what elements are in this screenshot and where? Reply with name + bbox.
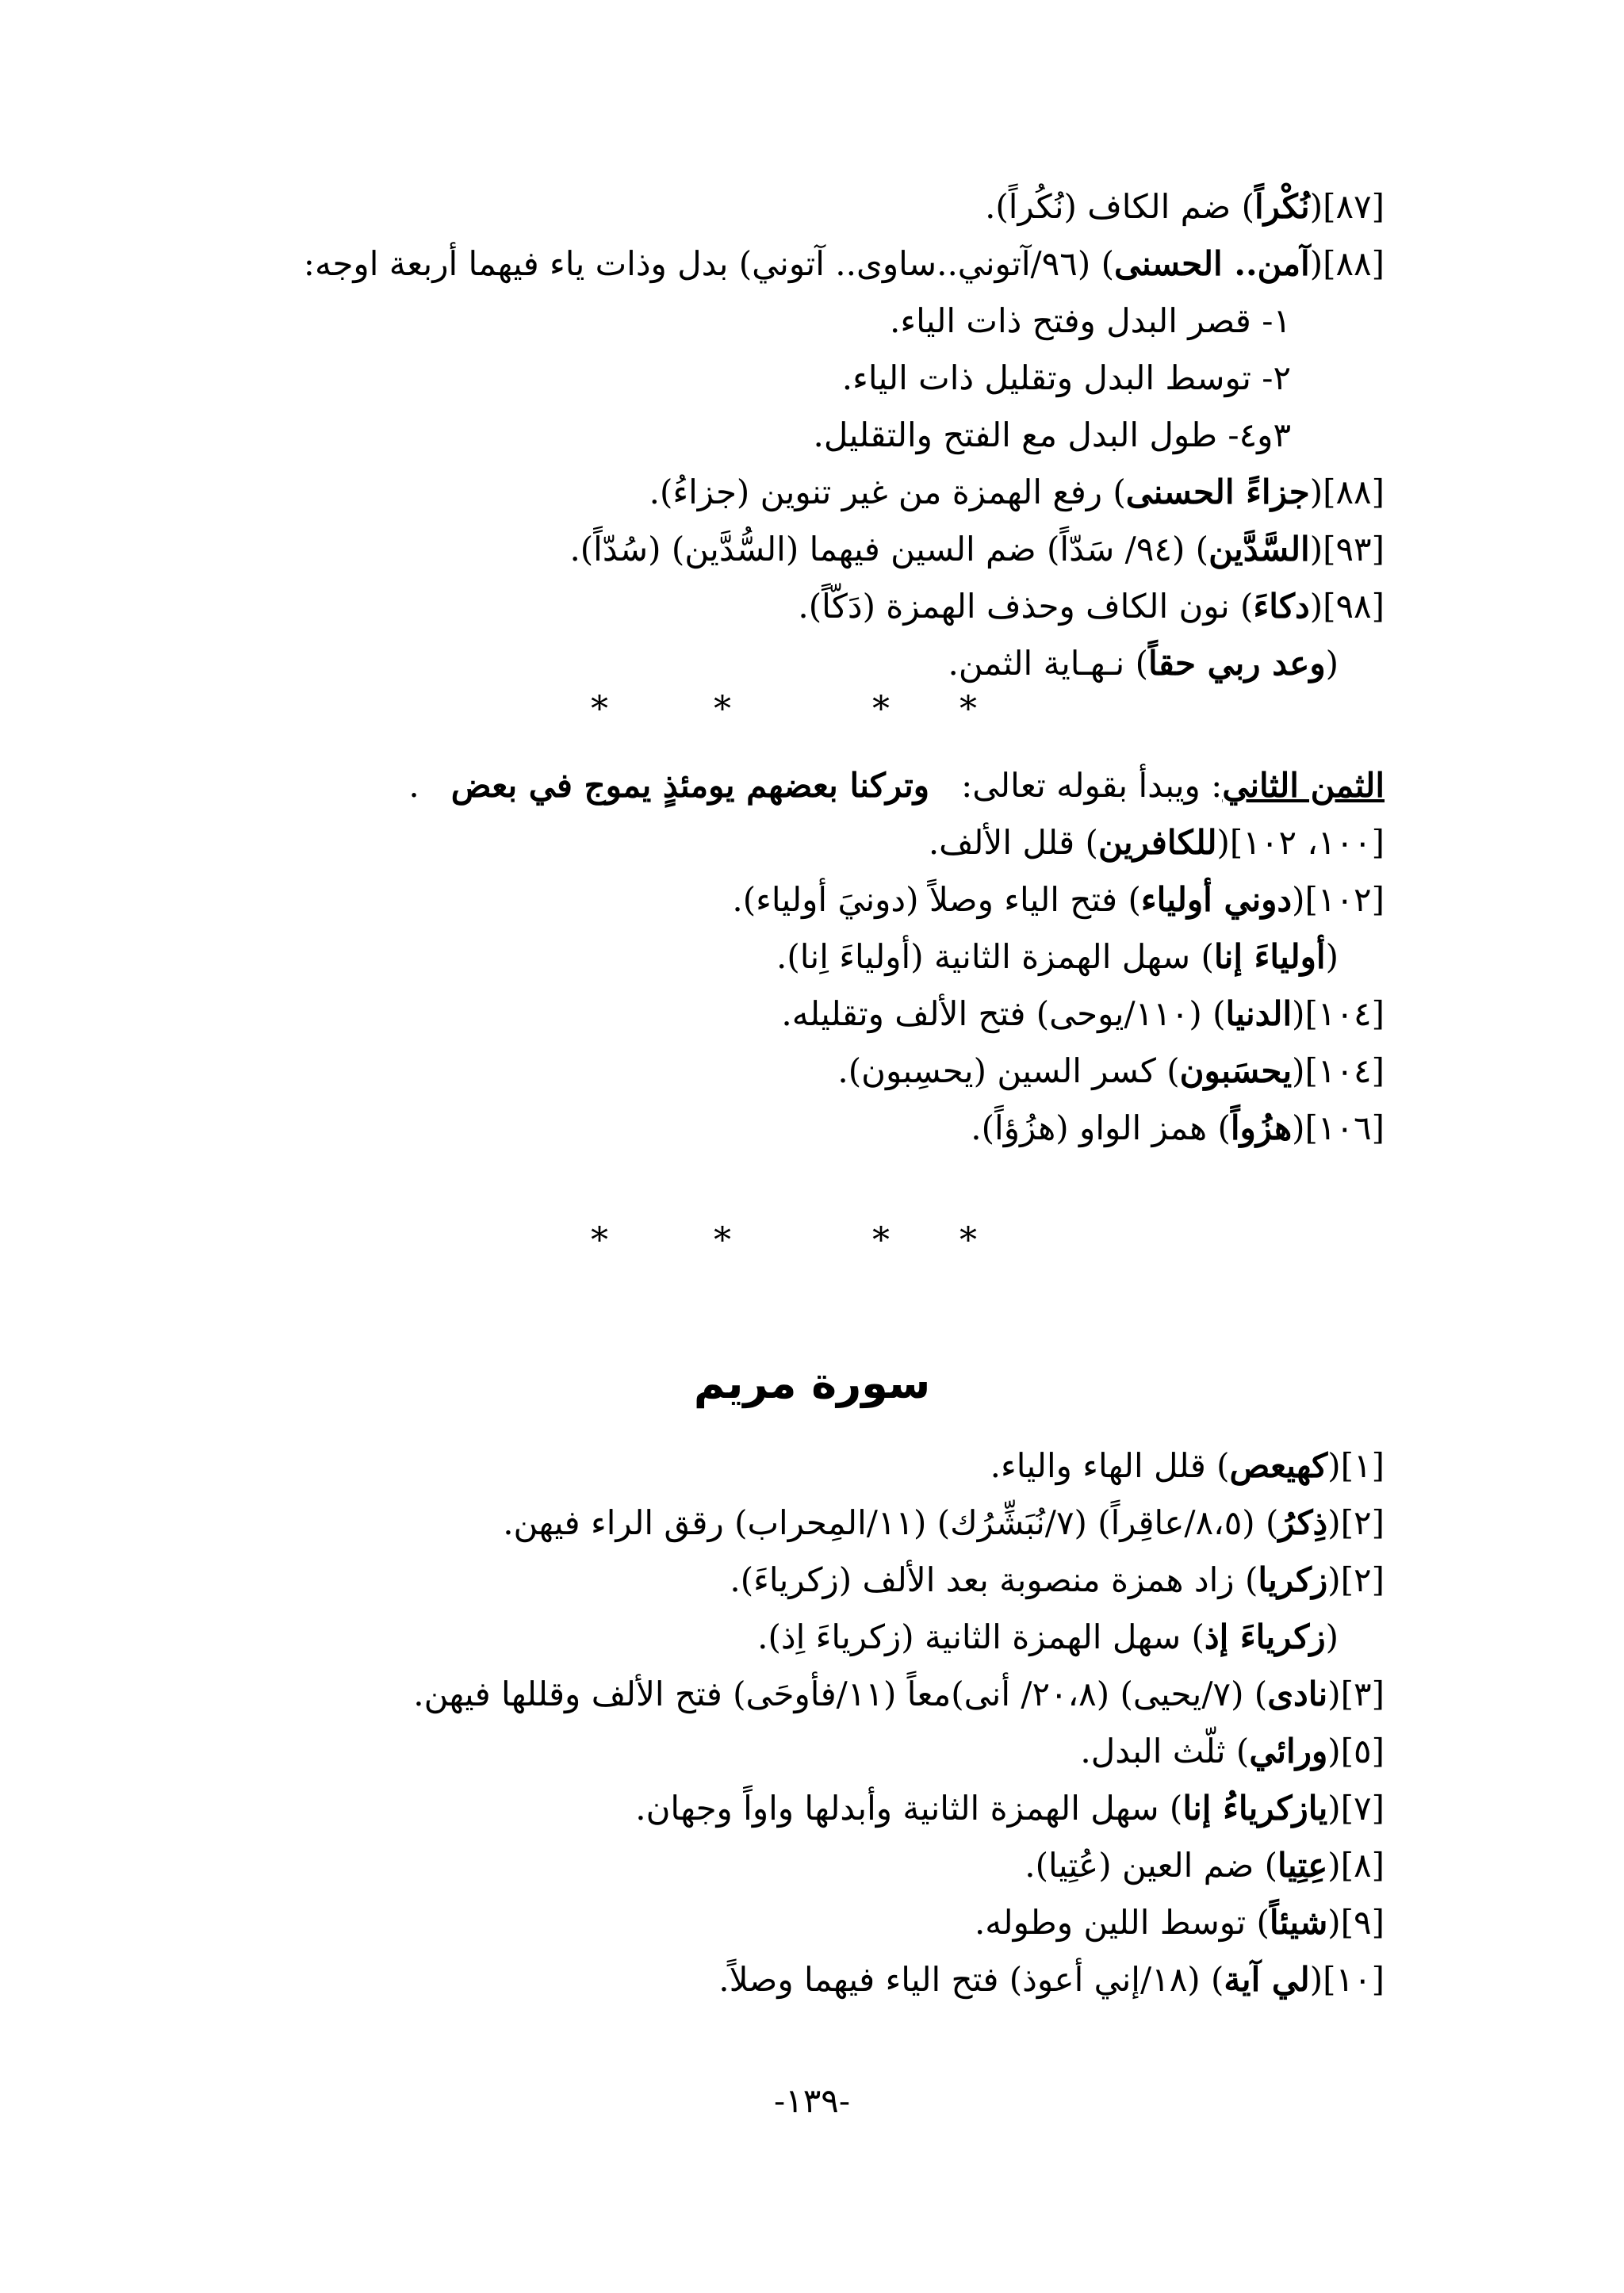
entry-8: [٨](عِتِيا) ضم العين (عُتِيا). [1025, 1846, 1385, 1885]
entry-88-item-2: ٢- توسط البدل وتقليل ذات الياء. [841, 358, 1291, 397]
star: * [872, 689, 890, 729]
entry-10: [١٠](لي آية) (١٨/إني أعوذ) فتح الياء فيهما وصلاً. [718, 1960, 1385, 1999]
separator-stars-2 [0, 1221, 1624, 1261]
entry-88-b: [٨٨](جزاءً الحسنى) رفع الهمزة من غير تنوين (جزاءُ). [649, 473, 1385, 511]
entry-2-sub: (زكرياءَ إذ) سهل الهمزة الثانية (زكرياءَ اِذ). [757, 1617, 1339, 1656]
star: * [872, 1220, 890, 1261]
entry-2-b: [٢](زكريا) زاد همزة منصوبة بعد الألف (زكرياءَ). [730, 1560, 1385, 1599]
separator-stars-1 [0, 690, 1624, 729]
star: * [714, 689, 731, 729]
entry-100-102: [١٠٠، ١٠٢](للكافرين) قلل الألف. [928, 823, 1385, 862]
star: * [959, 1220, 977, 1261]
entry-102-sub: (أولياءَ إنا) سهل الهمزة الثانية (أولياءَ اِنا). [776, 937, 1339, 976]
entry-7: [٧](يازكرياءُ إنا) سهل الهمزة الثانية وأبدلها واواً وجهان. [635, 1789, 1385, 1828]
page-number: -١٣٩- [773, 2081, 851, 2120]
surah-title: سورة مريم [693, 1358, 931, 1408]
entry-88-a: [٨٨](آمن.. الحسنى) (٩٦/آتوني..ساوى.. آتوني) بدل وذات ياء فيهما أربعة اوجه: [303, 244, 1385, 283]
entry-5: [٥](ورائي) ثلّث البدل. [1080, 1732, 1385, 1770]
entry-102: [١٠٢](دوني أولياء) فتح الياء وصلاً (دونيَ أولياء). [732, 880, 1385, 919]
entry-93: [٩٣](السَّدَّين) (٩٤/ سَدّاً) ضم السين فيهما (السُّدَّين) (سُدّاً). [569, 530, 1385, 568]
entry-106: [١٠٦](هزُواً) همز الواو (هزُؤاً). [971, 1108, 1385, 1147]
star: * [959, 689, 977, 729]
entry-87: [٨٧](نُكْراً) ضم الكاف (نُكُراً). [985, 187, 1385, 226]
entry-9: [٩](شيئاً) توسط اللين وطوله. [974, 1903, 1385, 1942]
entry-88-item-3: ٣و٤- طول البدل مع الفتح والتقليل. [813, 415, 1291, 454]
entry-1: [١](كهيعص) قلل الهاء والياء. [990, 1446, 1385, 1485]
section-heading [0, 761, 1624, 810]
star: * [591, 1220, 608, 1261]
star: * [591, 689, 608, 729]
section-end-note: (وعد ربي حقاً) نـهـاية الثمن. [948, 644, 1339, 683]
section-intro: : ويبدأ بقوله تعالى: [961, 766, 1223, 805]
section-label: الثمن الثاني [1222, 766, 1385, 805]
entry-104-a: [١٠٤](الدنيا) (١١٠/يوحى) فتح الألف وتقليله. [781, 994, 1385, 1033]
star: * [714, 1220, 731, 1261]
entry-2-a: [٢](ذِكرُ) (٨،٥/عاقِراً) (٧/نُبَشِّرُك) (١١/المِحراب) رقق الراء فيهن. [503, 1503, 1385, 1542]
entry-3: [٣](نادى) (٧/يحيى) (٢٠،٨/ أنى)معاً (١١/فأوحَى) فتح الألف وقللها فيهن. [413, 1675, 1385, 1713]
entry-104-b: [١٠٤](يحسَبون) كسر السين (يحسِبون). [837, 1051, 1385, 1090]
entry-88-item-1: ١- قصر البدل وفتح ذات الياء. [890, 301, 1291, 340]
section-verse: وتركنا بعضهم يومئذٍ يموج في بعض [450, 766, 930, 805]
entry-98: [٩٨](دكاءَ) نون الكاف وحذف الهمزة (دَكّاً). [798, 587, 1385, 626]
section-end-mark: . [408, 766, 419, 805]
